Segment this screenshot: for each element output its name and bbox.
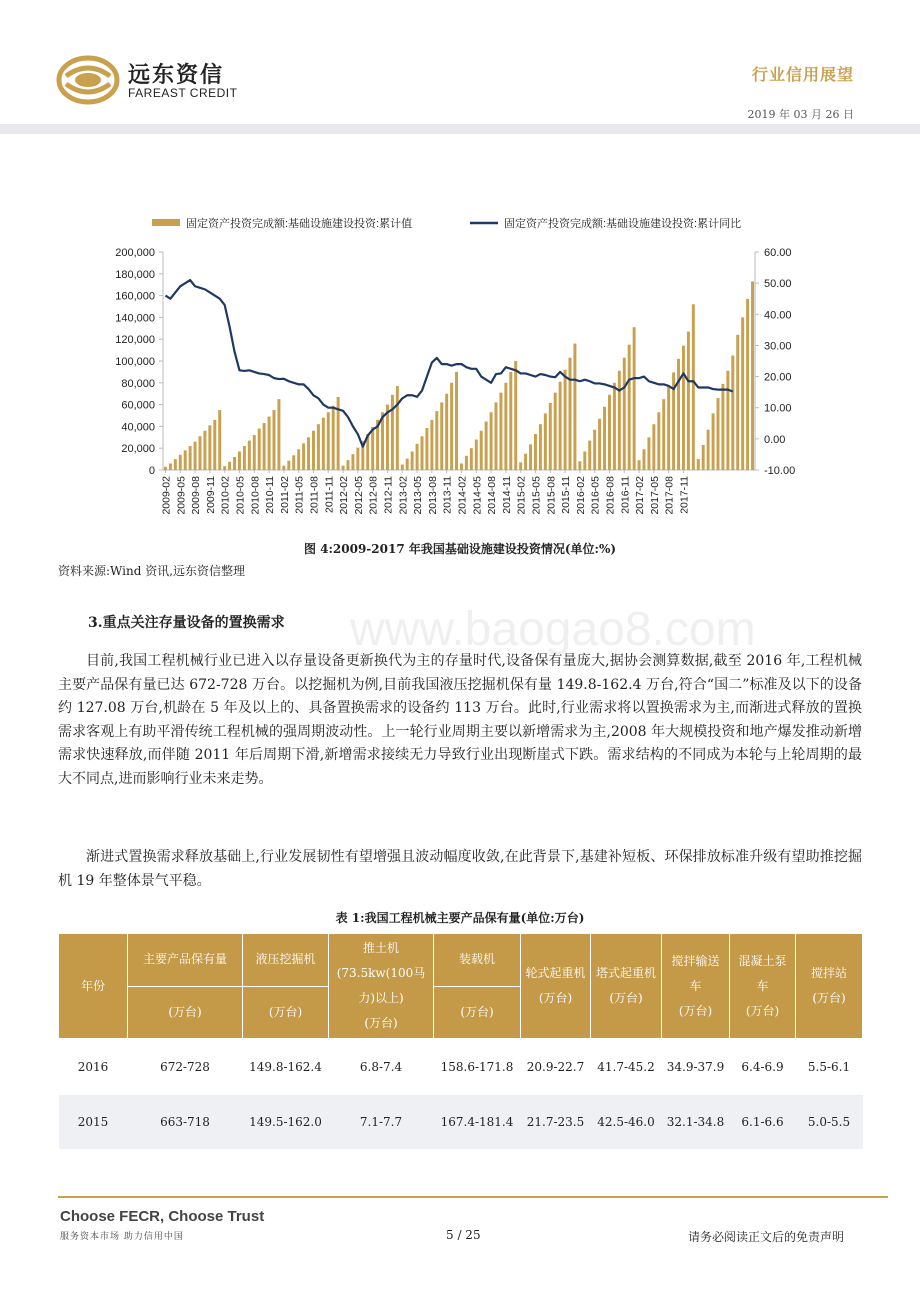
- bar-cumulative-value: [307, 437, 310, 470]
- legend-swatch-bar: [152, 219, 180, 226]
- table-cell: 32.1-34.8: [662, 1095, 730, 1149]
- bar-cumulative-value: [519, 462, 522, 470]
- bar-cumulative-value: [268, 417, 271, 470]
- bar-cumulative-value: [342, 466, 345, 470]
- table-cell: 5.0-5.5: [796, 1095, 863, 1149]
- table-cell: 41.7-45.2: [591, 1039, 662, 1096]
- bar-cumulative-value: [534, 434, 537, 470]
- right-tick-label: 30.00: [764, 340, 792, 353]
- header-col-label: 推土机(73.5kw(100马力)以上): [336, 941, 426, 1005]
- document-date: 2019 年 03 月 26 日: [747, 108, 854, 121]
- bar-cumulative-value: [194, 442, 197, 470]
- header-unit: (万台): [609, 991, 643, 1005]
- table-cell: 167.4-181.4: [434, 1095, 521, 1149]
- infrastructure-investment-chart: [100, 208, 800, 538]
- x-tick-label: 2013-05: [412, 476, 425, 515]
- x-tick-label: 2015-08: [545, 476, 558, 515]
- equipment-stock-table: [58, 933, 863, 1149]
- bar-cumulative-value: [490, 412, 493, 470]
- x-tick-label: 2017-08: [663, 476, 676, 515]
- bar-cumulative-value: [736, 335, 739, 470]
- header-col: [796, 934, 863, 1039]
- bar-cumulative-value: [618, 371, 621, 470]
- bar-cumulative-value: [475, 439, 478, 470]
- bar-cumulative-value: [282, 466, 285, 470]
- header-unit: (万台): [364, 1016, 398, 1030]
- x-tick-label: 2010-11: [264, 476, 277, 514]
- x-tick-label: 2011-11: [323, 476, 336, 513]
- bar-cumulative-value: [652, 424, 655, 470]
- bar-cumulative-value: [297, 449, 300, 470]
- header-unit: (万台): [243, 986, 329, 1039]
- bar-cumulative-value: [312, 431, 315, 470]
- bar-cumulative-value: [638, 460, 641, 470]
- table-cell: 5.5-6.1: [796, 1039, 863, 1096]
- bar-cumulative-value: [692, 304, 695, 470]
- bar-cumulative-value: [707, 430, 710, 470]
- header-unit: (万台): [538, 991, 573, 1005]
- left-tick-label: 100,000: [115, 356, 155, 368]
- bar-cumulative-value: [396, 386, 399, 470]
- right-tick-label: 40.00: [764, 309, 792, 322]
- body-paragraph: 渐进式置换需求释放基础上,行业发展韧性有望增强且波动幅度收敛,在此背景下,基建补短板、环保排放标准升级有望助推挖掘机 19 年整体景气平稳。: [58, 849, 862, 889]
- x-tick-label: 2014-08: [486, 476, 499, 515]
- left-tick-label: 160,000: [115, 290, 155, 303]
- left-tick-label: 120,000: [115, 334, 155, 347]
- bar-cumulative-value: [189, 446, 192, 470]
- bar-cumulative-value: [228, 462, 231, 470]
- bar-cumulative-value: [391, 395, 394, 470]
- x-tick-label: 2017-02: [634, 476, 647, 515]
- header-col: [730, 934, 796, 1039]
- bar-cumulative-value: [524, 454, 527, 470]
- header-col-label: 混凝土泵车: [738, 953, 787, 993]
- x-tick-label: 2011-05: [293, 476, 306, 514]
- x-tick-label: 2013-02: [397, 476, 410, 515]
- bar-cumulative-value: [643, 449, 646, 470]
- bar-cumulative-value: [485, 422, 488, 471]
- x-tick-label: 2016-02: [574, 476, 587, 515]
- bar-cumulative-value: [208, 425, 211, 470]
- bar-cumulative-value: [633, 327, 636, 470]
- bar-cumulative-value: [578, 461, 581, 470]
- bar-cumulative-value: [544, 413, 547, 470]
- x-tick-label: 2013-11: [441, 476, 454, 514]
- bar-cumulative-value: [470, 448, 473, 470]
- bar-cumulative-value: [559, 382, 562, 470]
- bar-cumulative-value: [302, 443, 305, 470]
- bar-cumulative-value: [273, 410, 276, 470]
- bar-cumulative-value: [213, 420, 216, 470]
- header-col-label: 塔式起重机: [595, 966, 656, 980]
- bar-cumulative-value: [564, 370, 567, 470]
- left-tick-label: 40,000: [121, 421, 155, 434]
- right-tick-label: 20.00: [764, 371, 792, 384]
- table-cell: 6.4-6.9: [730, 1039, 796, 1096]
- bar-cumulative-value: [460, 463, 463, 470]
- x-tick-label: 2010-02: [219, 476, 232, 515]
- bar-cumulative-value: [603, 407, 606, 470]
- footer-slogan: Choose FECR, Choose Trust: [60, 1208, 265, 1225]
- bar-cumulative-value: [569, 358, 572, 470]
- bar-cumulative-value: [598, 419, 601, 470]
- bar-cumulative-value: [277, 399, 280, 470]
- x-tick-label: 2011-02: [278, 476, 291, 514]
- x-tick-label: 2009-11: [204, 476, 217, 514]
- right-tick-label: 10.00: [764, 402, 792, 415]
- bar-cumulative-value: [687, 332, 690, 470]
- table-caption: 表 1:我国工程机械主要产品保有量(单位:万台): [335, 911, 585, 925]
- bar-cumulative-value: [440, 402, 443, 470]
- table-row: [59, 1039, 863, 1096]
- bar-cumulative-value: [593, 430, 596, 470]
- logo-name-cn: 远东资信: [128, 63, 225, 88]
- header-col: [329, 934, 434, 1039]
- bar-cumulative-value: [425, 428, 428, 470]
- bar-cumulative-value: [588, 441, 591, 470]
- bar-cumulative-value: [712, 413, 715, 470]
- x-tick-label: 2009-02: [160, 476, 173, 515]
- header-col: [591, 934, 662, 1039]
- bar-cumulative-value: [509, 372, 512, 470]
- line-yoy-growth: [165, 280, 732, 447]
- bar-cumulative-value: [450, 383, 453, 470]
- table-cell: 149.5-162.0: [243, 1095, 329, 1149]
- bar-cumulative-value: [411, 451, 414, 470]
- page-number: 5 / 25: [446, 1228, 481, 1242]
- bar-cumulative-value: [726, 371, 729, 470]
- figure-caption: 图 4:2009-2017 年我国基础设施建设投资情况(单位:%): [303, 542, 617, 556]
- row-year: 2015: [59, 1095, 128, 1149]
- table-cell: 34.9-37.9: [662, 1039, 730, 1096]
- bar-cumulative-value: [243, 446, 246, 470]
- bar-cumulative-value: [421, 436, 424, 470]
- table-cell: 158.6-171.8: [434, 1039, 521, 1096]
- bar-cumulative-value: [514, 361, 517, 470]
- bar-cumulative-value: [608, 395, 611, 470]
- left-tick-label: 20,000: [121, 443, 155, 456]
- bar-cumulative-value: [529, 444, 532, 470]
- x-tick-label: 2010-08: [249, 476, 262, 515]
- x-tick-label: 2014-02: [456, 476, 469, 515]
- legend-label: 固定资产投资完成额:基础设施建设投资:累计同比: [504, 218, 742, 230]
- bar-cumulative-value: [623, 358, 626, 470]
- x-tick-label: 2012-05: [352, 476, 365, 515]
- x-tick-label: 2016-11: [619, 476, 632, 514]
- header-divider: [0, 124, 920, 134]
- table-cell: 663-718: [128, 1095, 243, 1149]
- x-tick-label: 2012-11: [382, 476, 395, 514]
- header-unit: (万台): [128, 986, 243, 1039]
- x-tick-label: 2015-05: [530, 476, 543, 515]
- bar-cumulative-value: [356, 448, 359, 470]
- x-tick-label: 2015-11: [560, 476, 573, 514]
- right-tick-label: 60.00: [764, 247, 792, 259]
- bar-cumulative-value: [179, 455, 182, 470]
- bar-cumulative-value: [613, 383, 616, 470]
- bar-cumulative-value: [717, 398, 720, 470]
- bar-cumulative-value: [697, 459, 700, 470]
- watermark: www.baogao8.com: [350, 603, 756, 656]
- bar-cumulative-value: [628, 345, 631, 470]
- x-tick-label: 2013-08: [426, 476, 439, 515]
- footer-tagline: 服务资本市场 助力信用中国: [60, 1232, 184, 1242]
- header-unit: (万台): [812, 991, 846, 1005]
- source-note: 资料来源:Wind 资讯,远东资信整理: [58, 564, 246, 578]
- bar-cumulative-value: [702, 445, 705, 470]
- x-tick-label: 2017-05: [648, 476, 661, 515]
- footer-divider: [58, 1196, 888, 1198]
- bar-cumulative-value: [539, 424, 542, 470]
- x-tick-label: 2017-11: [678, 476, 691, 514]
- bar-cumulative-value: [203, 431, 206, 470]
- bar-cumulative-value: [233, 457, 236, 470]
- bar-cumulative-value: [751, 281, 754, 470]
- bar-cumulative-value: [238, 451, 241, 470]
- right-tick-label: 50.00: [764, 278, 792, 291]
- table-row: [59, 1095, 863, 1149]
- table-cell: 6.8-7.4: [329, 1039, 434, 1096]
- bar-cumulative-value: [435, 411, 438, 470]
- left-tick-label: 0: [148, 465, 155, 477]
- header-col: 装载机: [434, 934, 521, 987]
- table-cell: 149.8-162.4: [243, 1039, 329, 1096]
- bar-cumulative-value: [495, 402, 498, 470]
- bar-cumulative-value: [741, 317, 744, 470]
- x-tick-label: 2012-08: [367, 476, 380, 515]
- x-tick-label: 2016-08: [604, 476, 617, 515]
- left-tick-label: 140,000: [115, 312, 155, 325]
- bar-cumulative-value: [573, 344, 576, 470]
- bar-cumulative-value: [164, 467, 167, 470]
- left-tick-label: 80,000: [121, 377, 155, 390]
- bar-cumulative-value: [184, 450, 187, 470]
- bar-cumulative-value: [169, 463, 172, 470]
- row-year: 2016: [59, 1039, 128, 1096]
- header-unit: (万台): [434, 986, 521, 1039]
- bar-cumulative-value: [223, 466, 226, 470]
- bar-cumulative-value: [647, 437, 650, 470]
- bar-cumulative-value: [746, 299, 749, 470]
- table-cell: 42.5-46.0: [591, 1095, 662, 1149]
- bar-cumulative-value: [499, 393, 502, 470]
- bar-cumulative-value: [583, 451, 586, 470]
- bar-cumulative-value: [263, 423, 266, 470]
- header-col-label: 搅拌站: [810, 966, 847, 980]
- logo-name-en: FAREAST CREDIT: [128, 86, 238, 100]
- bar-cumulative-value: [662, 399, 665, 470]
- left-tick-label: 180,000: [115, 268, 155, 281]
- header-col: [521, 934, 591, 1039]
- bar-cumulative-value: [480, 431, 483, 470]
- bar-cumulative-value: [371, 427, 374, 470]
- bar-cumulative-value: [445, 394, 448, 470]
- disclaimer-note: 请务必阅读正文后的免责声明: [687, 1230, 844, 1244]
- bar-cumulative-value: [554, 393, 557, 470]
- bar-cumulative-value: [199, 436, 202, 470]
- bar-cumulative-value: [455, 372, 458, 470]
- bar-cumulative-value: [332, 406, 335, 470]
- header-col: 主要产品保有量: [128, 934, 243, 987]
- right-tick-label: 0.00: [764, 433, 786, 446]
- bar-cumulative-value: [430, 420, 433, 470]
- header-unit: (万台): [678, 1003, 713, 1018]
- bar-cumulative-value: [682, 346, 685, 470]
- bar-cumulative-value: [258, 429, 261, 470]
- bar-cumulative-value: [347, 460, 350, 470]
- bar-cumulative-value: [287, 461, 290, 470]
- bar-cumulative-value: [677, 359, 680, 470]
- x-tick-label: 2011-08: [308, 476, 321, 514]
- bar-cumulative-value: [657, 412, 660, 470]
- document-type: 行业信用展望: [751, 65, 854, 84]
- table-cell: 6.1-6.6: [730, 1095, 796, 1149]
- section-heading: 3.重点关注存量设备的置换需求: [88, 615, 285, 631]
- header-year: 年份: [59, 934, 128, 1039]
- table-cell: 21.7-23.5: [521, 1095, 591, 1149]
- legend-label: 固定资产投资完成额:基础设施建设投资:累计值: [186, 218, 413, 230]
- header-col-label: 搅拌输送车: [671, 953, 720, 993]
- x-tick-label: 2015-02: [515, 476, 528, 515]
- bar-cumulative-value: [731, 356, 734, 470]
- x-tick-label: 2010-05: [234, 476, 247, 515]
- table-cell: 672-728: [128, 1039, 243, 1096]
- header-unit: (万台): [745, 1003, 780, 1018]
- bar-cumulative-value: [416, 444, 419, 470]
- bar-cumulative-value: [351, 454, 354, 470]
- bar-cumulative-value: [327, 412, 330, 470]
- bar-cumulative-value: [465, 456, 468, 470]
- header-col: [662, 934, 730, 1039]
- x-tick-label: 2009-08: [190, 476, 203, 515]
- left-tick-label: 200,000: [115, 247, 155, 259]
- body-paragraph: 目前,我国工程机械行业已进入以存量设备更新换代为主的存量时代,设备保有量庞大,据协会测算数据,截至 2016 年,工程机械主要产品保有量已达 672-728 万台。以挖掘机为例,目前我国液压挖掘机保有量 149.8-162.4 万台,符合“国二”标准及以下的设备约 127.08 万台,机龄在 5 年及以上的、具备置换需求的设备约 113 万台。此时,行业需求将以置换需求为主,而渐进式释放的置换需求客观上有助平滑传统工程机械的强周期波动性。上一轮行业周期主要以新增需求为主,2008 年大规模投资和地产爆发推动新增需求快速释放,而伴随 2011 年后周期下滑,新增需求接续无力导致行业出现断崖式下跌。需求结构的不同成为本轮与上轮周期的最大不同点,进而影响行业未来走势。: [58, 653, 862, 787]
- bar-cumulative-value: [322, 418, 325, 470]
- left-tick-label: 60,000: [121, 399, 155, 412]
- header-col: 液压挖掘机: [243, 934, 329, 987]
- right-tick-label: -10.00: [764, 465, 796, 477]
- x-tick-label: 2009-05: [175, 476, 188, 515]
- table-cell: 7.1-7.7: [329, 1095, 434, 1149]
- bar-cumulative-value: [292, 455, 295, 470]
- x-tick-label: 2014-11: [500, 476, 513, 514]
- bar-cumulative-value: [504, 383, 507, 470]
- bar-cumulative-value: [253, 435, 256, 470]
- x-tick-label: 2012-02: [338, 476, 351, 515]
- bar-cumulative-value: [721, 384, 724, 470]
- bar-cumulative-value: [667, 386, 670, 470]
- bar-cumulative-value: [317, 424, 320, 470]
- x-tick-label: 2014-05: [471, 476, 484, 515]
- x-tick-label: 2016-05: [589, 475, 602, 515]
- bar-cumulative-value: [549, 403, 552, 470]
- bar-cumulative-value: [248, 441, 251, 470]
- bar-cumulative-value: [218, 410, 221, 470]
- bar-cumulative-value: [174, 459, 177, 470]
- bar-cumulative-value: [401, 465, 404, 470]
- bar-cumulative-value: [406, 459, 409, 470]
- table-cell: 20.9-22.7: [521, 1039, 591, 1096]
- header-col-label: 轮式起重机: [525, 966, 586, 980]
